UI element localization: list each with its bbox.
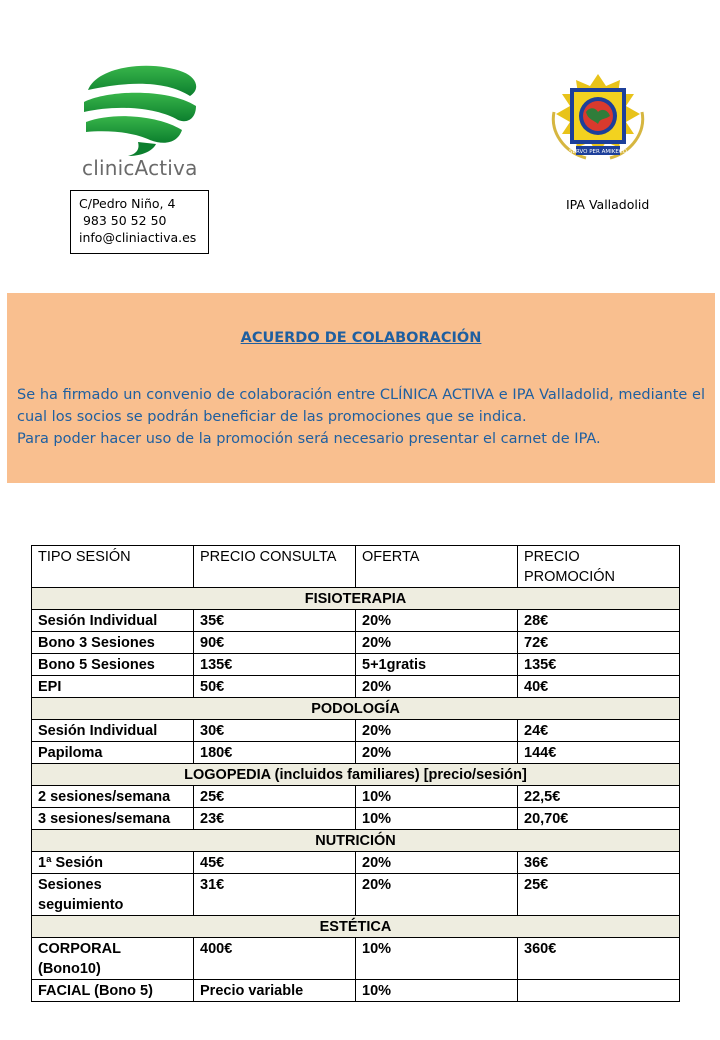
- clinic-logo-icon: [78, 60, 208, 156]
- table-row: [32, 632, 680, 654]
- table-row: [32, 742, 680, 764]
- table-cell: 10%: [356, 786, 518, 808]
- table-cell: 10%: [356, 980, 518, 1002]
- table-cell: 135€: [194, 654, 356, 676]
- table-cell: CORPORAL (Bono10): [32, 938, 194, 980]
- banner-title: ACUERDO DE COLABORACIÓN: [240, 330, 482, 346]
- table-cell: Sesiones seguimiento: [32, 874, 194, 916]
- table-cell: 144€: [518, 742, 680, 764]
- table-cell: 135€: [518, 654, 680, 676]
- ipa-badge-motto: SERVO PER AMIKECO: [569, 149, 627, 155]
- table-cell: 45€: [194, 852, 356, 874]
- table-cell: [518, 980, 680, 1002]
- table-cell: 5+1gratis: [356, 654, 518, 676]
- table-row: [32, 980, 680, 1002]
- address-email: info@cliniactiva.es: [79, 230, 197, 245]
- table-section-title: FISIOTERAPIA: [32, 588, 680, 610]
- table-cell: 20%: [356, 852, 518, 874]
- table-cell: Sesión Individual: [32, 720, 194, 742]
- banner-body: [17, 384, 705, 450]
- table-cell: 50€: [194, 676, 356, 698]
- agreement-banner: [7, 293, 715, 483]
- table-cell: Bono 5 Sesiones: [32, 654, 194, 676]
- table-cell: 20%: [356, 676, 518, 698]
- table-cell: EPI: [32, 676, 194, 698]
- table-cell: Sesión Individual: [32, 610, 194, 632]
- table-cell: 10%: [356, 938, 518, 980]
- table-cell: 10%: [356, 808, 518, 830]
- table-cell: 180€: [194, 742, 356, 764]
- table-cell: 20%: [356, 632, 518, 654]
- table-cell: 3 sesiones/semana: [32, 808, 194, 830]
- table-cell: 31€: [194, 874, 356, 916]
- table-header-cell: TIPO SESIÓN: [32, 546, 194, 588]
- ipa-badge: [546, 72, 650, 168]
- table-section-row: [32, 830, 680, 852]
- table-section-title: PODOLOGÍA: [32, 698, 680, 720]
- table-row: [32, 610, 680, 632]
- table-cell: Papiloma: [32, 742, 194, 764]
- table-cell: 20%: [356, 742, 518, 764]
- table-row: [32, 852, 680, 874]
- address-phone: 983 50 52 50: [79, 213, 167, 228]
- table-cell: 400€: [194, 938, 356, 980]
- table-header-cell: PRECIO CONSULTA: [194, 546, 356, 588]
- table-cell: 23€: [194, 808, 356, 830]
- table-row: [32, 720, 680, 742]
- table-cell: 1ª Sesión: [32, 852, 194, 874]
- table-cell: FACIAL (Bono 5): [32, 980, 194, 1002]
- table-row: [32, 654, 680, 676]
- table-cell: 20%: [356, 610, 518, 632]
- banner-paragraph-1: Se ha firmado un convenio de colaboración entre CLÍNICA ACTIVA e IPA Valladolid, mediante el cual los socios se podrán beneficiar de las promociones que se indica.: [17, 387, 705, 425]
- table-cell: 20,70€: [518, 808, 680, 830]
- table-cell: 360€: [518, 938, 680, 980]
- table-section-row: [32, 764, 680, 786]
- table-cell: 24€: [518, 720, 680, 742]
- clinic-logo: [78, 60, 208, 185]
- table-section-row: [32, 916, 680, 938]
- table-cell: 90€: [194, 632, 356, 654]
- table-row: [32, 808, 680, 830]
- table-row: [32, 786, 680, 808]
- table-cell: 28€: [518, 610, 680, 632]
- table-row: [32, 938, 680, 980]
- table-cell: 25€: [194, 786, 356, 808]
- table-section-title: NUTRICIÓN: [32, 830, 680, 852]
- price-table: [31, 545, 680, 1002]
- table-section-title: LOGOPEDIA (incluidos familiares) [precio/sesión]: [32, 764, 680, 786]
- table-cell: 22,5€: [518, 786, 680, 808]
- table-header-cell: OFERTA: [356, 546, 518, 588]
- address-street: C/Pedro Niño, 4: [79, 196, 176, 211]
- table-cell: 20%: [356, 720, 518, 742]
- table-cell: 30€: [194, 720, 356, 742]
- table-cell: Precio variable: [194, 980, 356, 1002]
- table-section-row: [32, 588, 680, 610]
- table-header-cell: PRECIO PROMOCIÓN: [518, 546, 680, 588]
- table-cell: 20%: [356, 874, 518, 916]
- table-section-row: [32, 698, 680, 720]
- table-row: [32, 676, 680, 698]
- table-cell: 35€: [194, 610, 356, 632]
- table-header-row: [32, 546, 680, 588]
- table-cell: 25€: [518, 874, 680, 916]
- ipa-badge-icon: [546, 72, 650, 168]
- table-cell: 40€: [518, 676, 680, 698]
- table-section-title: ESTÉTICA: [32, 916, 680, 938]
- clinic-logo-text: clinicActiva: [82, 156, 198, 180]
- table-row: [32, 874, 680, 916]
- table-cell: Bono 3 Sesiones: [32, 632, 194, 654]
- table-cell: 2 sesiones/semana: [32, 786, 194, 808]
- table-cell: 36€: [518, 852, 680, 874]
- clinic-address-box: [70, 190, 209, 254]
- partner-label: IPA Valladolid: [566, 197, 650, 212]
- banner-paragraph-2: Para poder hacer uso de la promoción será necesario presentar el carnet de IPA.: [17, 431, 601, 447]
- table-cell: 72€: [518, 632, 680, 654]
